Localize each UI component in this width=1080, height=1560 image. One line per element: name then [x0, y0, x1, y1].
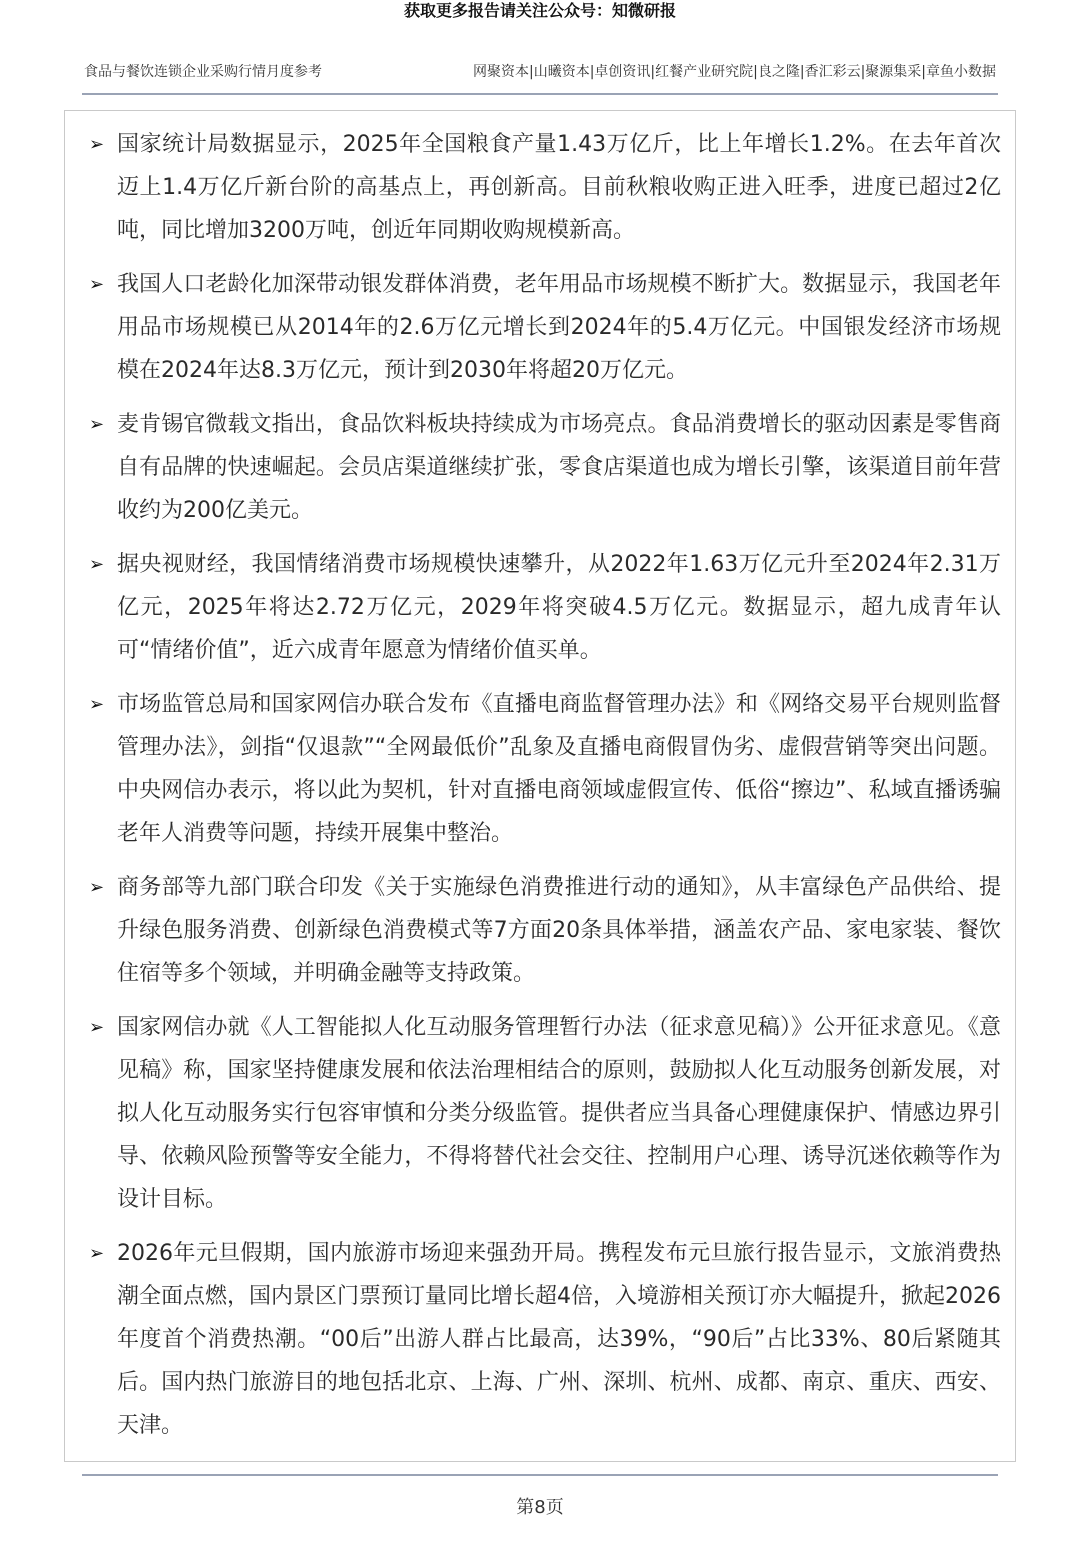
bullet-list: [89, 123, 1001, 1458]
bullet-text: 国家统计局数据显示，2025年全国粮食产量1.43万亿斤，比上年增长1.2%。在去年首次迈上1.4万亿斤新台阶的高基点上，再创新高。目前秋粮收购正进入旺季，进度已超过2亿吨，同比增加3200万吨，创近年同期收购规模新高。: [117, 132, 1001, 243]
bullet-item: [89, 1006, 1001, 1221]
bullet-text: 2026年元旦假期，国内旅游市场迎来强劲开局。携程发布元旦旅行报告显示，文旅消费热潮全面点燃，国内景区门票预订量同比增长超4倍，入境游相关预订亦大幅提升，掀起2026年度首个消费热潮。“00后”出游人群占比最高，达39%，“90后”占比33%、80后紧随其后。国内热门旅游目的地包括北京、上海、广州、深圳、杭州、成都、南京、重庆、西安、天津。: [117, 1241, 1001, 1438]
arrow-bullet-icon: ➢: [89, 1243, 105, 1264]
page-header: [84, 60, 996, 86]
bullet-text: 麦肯锡官微载文指出，食品饮料板块持续成为市场亮点。食品消费增长的驱动因素是零售商自有品牌的快速崛起。会员店渠道继续扩张，零食店渠道也成为增长引擎，该渠道目前年营收约为200亿美元。: [117, 412, 1001, 523]
footer-divider: [82, 1474, 998, 1476]
arrow-bullet-icon: ➢: [89, 134, 105, 155]
bullet-text: 市场监管总局和国家网信办联合发布《直播电商监督管理办法》和《网络交易平台规则监督管理办法》，剑指“仅退款”“全网最低价”乱象及直播电商假冒伪劣、虚假营销等突出问题。中央网信办表示，将以此为契机，针对直播电商领域虚假宣传、低俗“擦边”、私域直播诱骗老年人消费等问题，持续开展集中整治。: [117, 692, 1001, 846]
arrow-bullet-icon: ➢: [89, 1017, 105, 1038]
bullet-item: [89, 123, 1001, 252]
header-sources: 网聚资本|山曦资本|卓创资讯|红餐产业研究院|良之隆|香汇彩云|聚源集采|章鱼小数据: [472, 64, 996, 80]
top-banner: 获取更多报告请关注公众号：知微研报: [403, 1, 676, 20]
bullet-item: [89, 403, 1001, 532]
bullet-text: 我国人口老龄化加深带动银发群体消费，老年用品市场规模不断扩大。数据显示，我国老年用品市场规模已从2014年的2.6万亿元增长到2024年的5.4万亿元。中国银发经济市场规模在2024年达8.3万亿元，预计到2030年将超20万亿元。: [117, 272, 1001, 383]
arrow-bullet-icon: ➢: [89, 554, 105, 575]
bullet-item: [89, 543, 1001, 672]
arrow-bullet-icon: ➢: [89, 694, 105, 715]
bullet-item: [89, 263, 1001, 392]
header-report-title: 食品与餐饮连锁企业采购行情月度参考: [84, 64, 322, 80]
page-number: 第8页: [516, 1497, 564, 1518]
content-box: [64, 110, 1016, 1462]
bullet-text: 国家网信办就《人工智能拟人化互动服务管理暂行办法（征求意见稿）》公开征求意见。《意见稿》称，国家坚持健康发展和依法治理相结合的原则，鼓励拟人化互动服务创新发展，对拟人化互动服务实行包容审慎和分类分级监管。提供者应当具备心理健康保护、情感边界引导、依赖风险预警等安全能力，不得将替代社会交往、控制用户心理、诱导沉迷依赖等作为设计目标。: [117, 1015, 1001, 1212]
bullet-item: [89, 683, 1001, 855]
header-divider: [82, 93, 998, 95]
arrow-bullet-icon: ➢: [89, 414, 105, 435]
bullet-item: [89, 866, 1001, 995]
bullet-text: 据央视财经，我国情绪消费市场规模快速攀升，从2022年1.63万亿元升至2024年2.31万亿元，2025年将达2.72万亿元，2029年将突破4.5万亿元。数据显示，超九成青年认可“情绪价值”，近六成青年愿意为情绪价值买单。: [117, 552, 1001, 663]
bullet-item: [89, 1232, 1001, 1447]
arrow-bullet-icon: ➢: [89, 274, 105, 295]
bullet-text: 商务部等九部门联合印发《关于实施绿色消费推进行动的通知》，从丰富绿色产品供给、提升绿色服务消费、创新绿色消费模式等7方面20条具体举措，涵盖农产品、家电家装、餐饮住宿等多个领域，并明确金融等支持政策。: [117, 875, 1001, 986]
arrow-bullet-icon: ➢: [89, 877, 105, 898]
